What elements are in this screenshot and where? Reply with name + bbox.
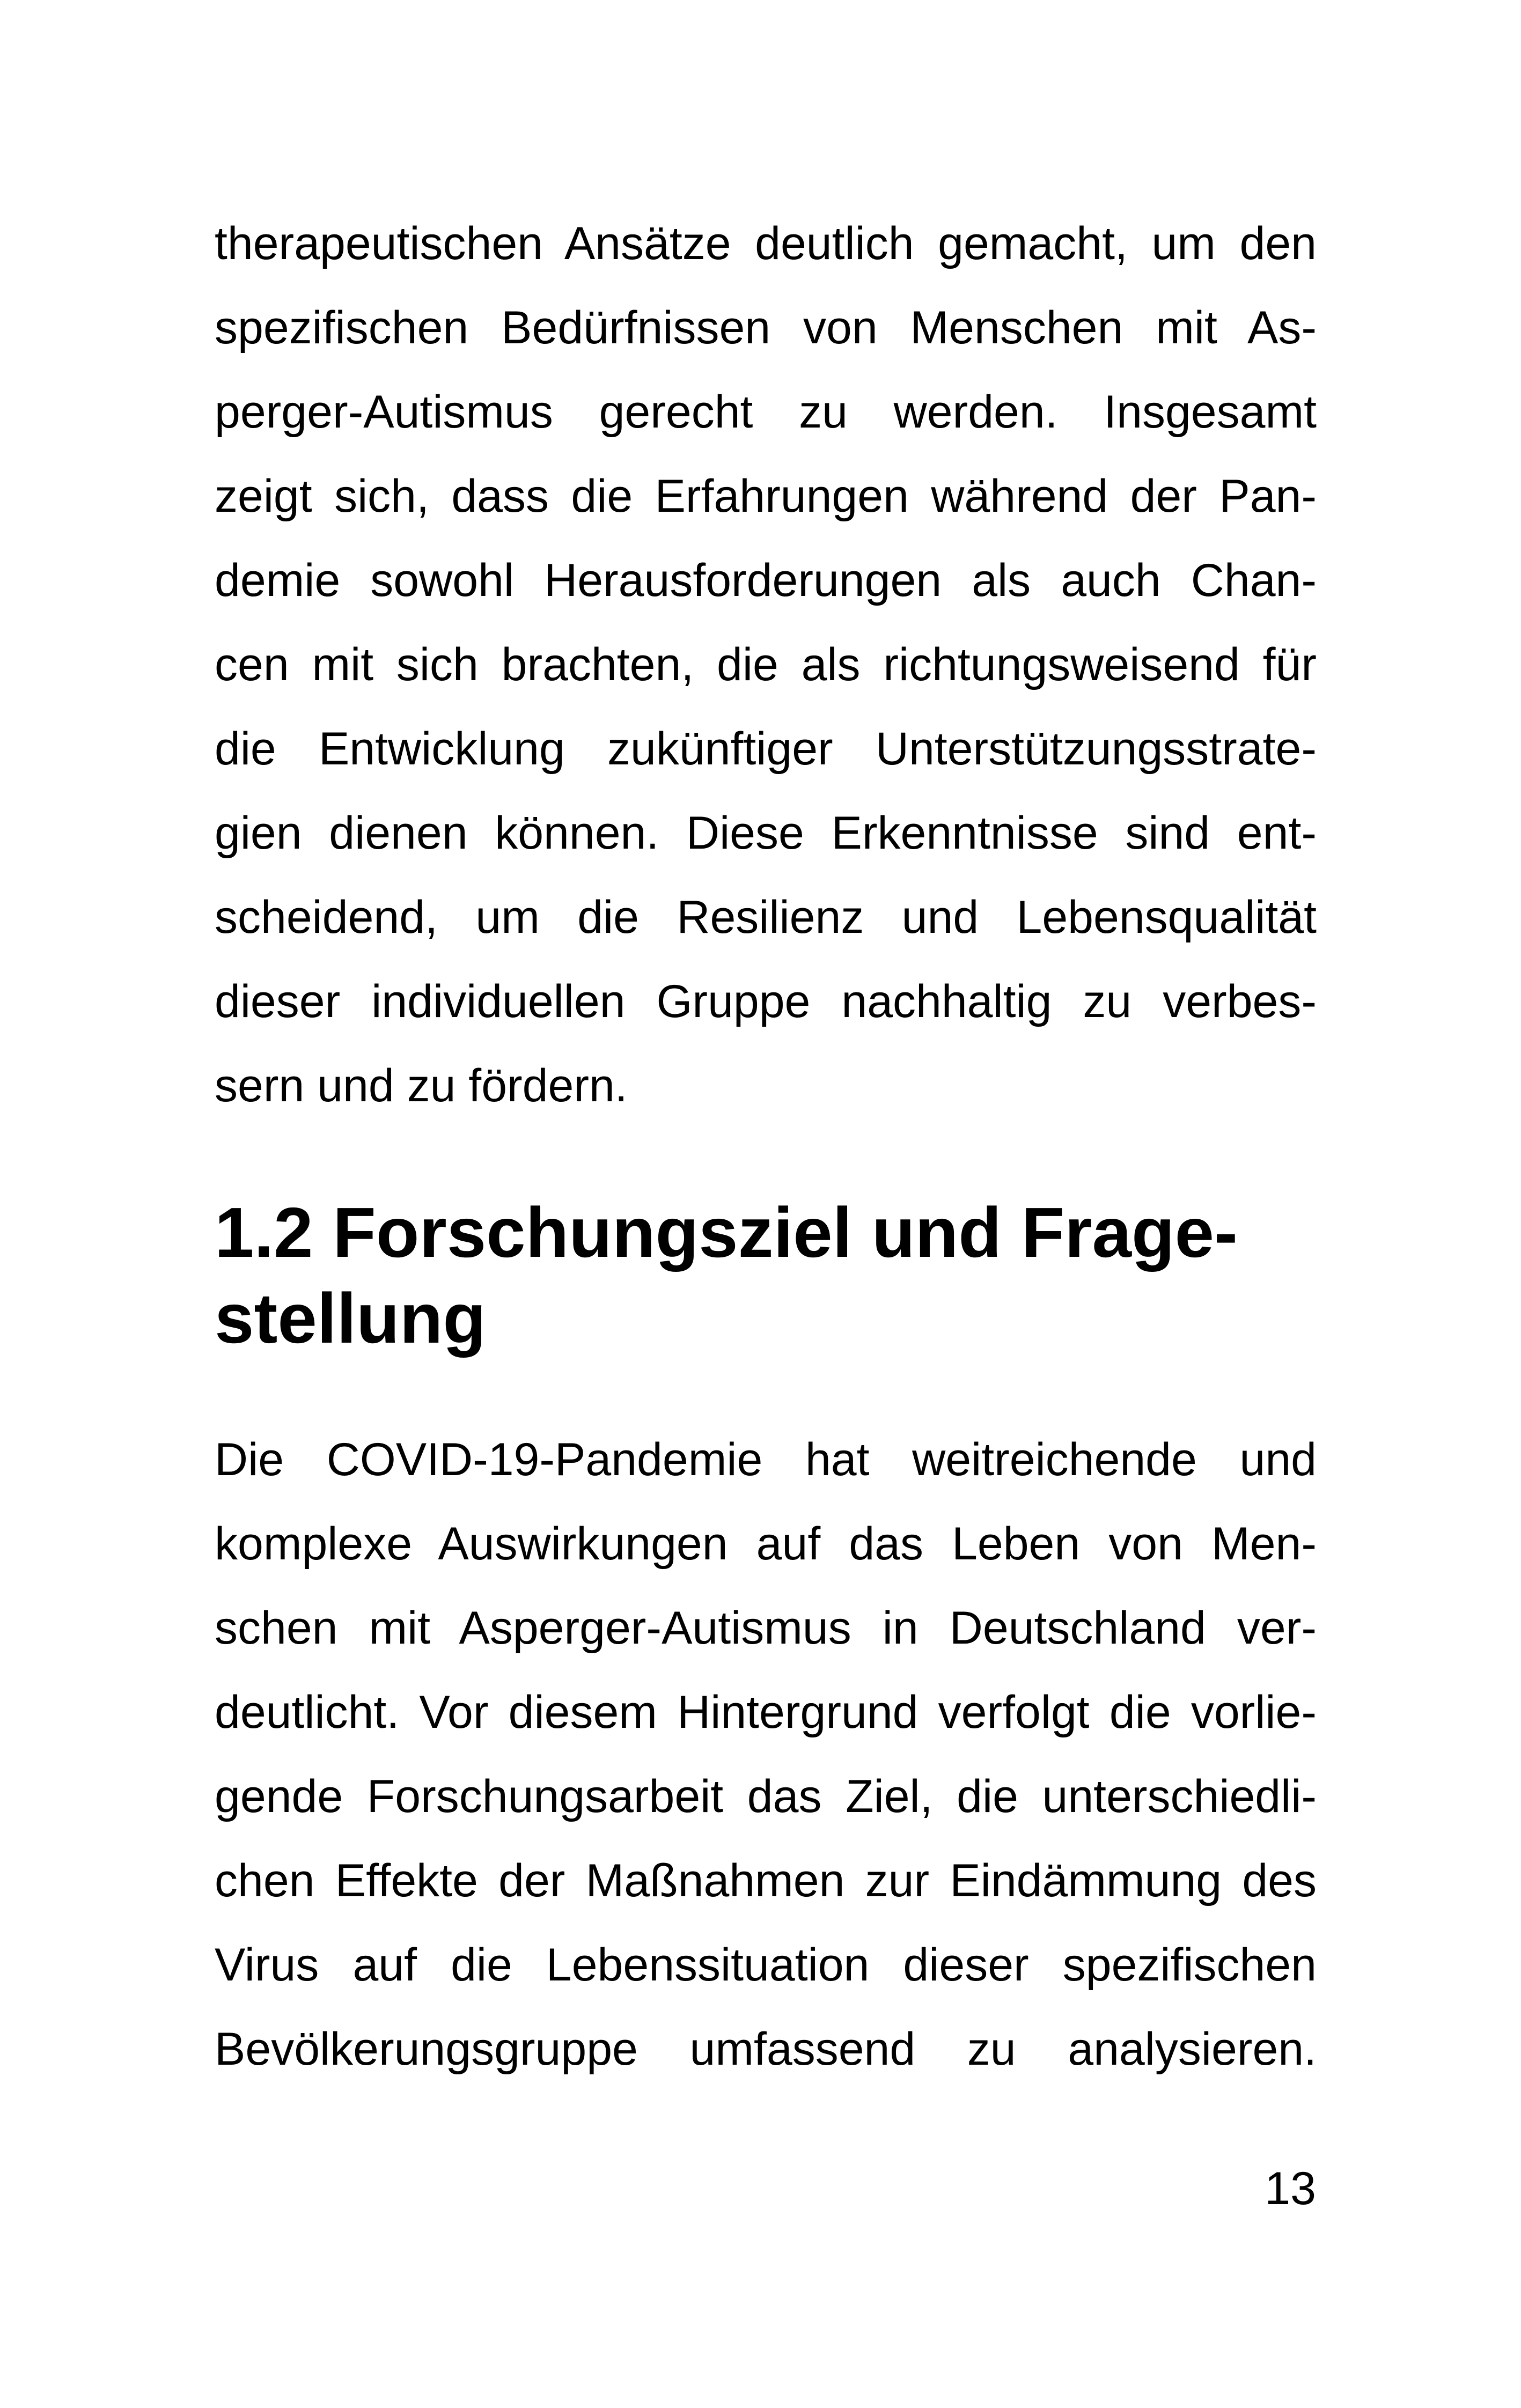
text-line: die Entwicklung zukünftiger Unterstützungsstrate- — [215, 723, 1317, 775]
paragraph-continuation — [215, 202, 1317, 1128]
text-line: dieser individuellen Gruppe nachhaltig zu verbes- — [215, 976, 1317, 1027]
section-heading-line-2: stellung — [215, 1279, 487, 1358]
page-number: 13 — [1265, 2163, 1316, 2214]
text-line: deutlicht. Vor diesem Hintergrund verfolgt die vorlie- — [215, 1687, 1317, 1738]
text-line: schen mit Asperger-Autismus in Deutschland ver- — [215, 1602, 1317, 1654]
text-line: spezifischen Bedürfnissen von Menschen mit As- — [215, 302, 1317, 354]
text-line: zeigt sich, dass die Erfahrungen während der Pan- — [215, 470, 1317, 522]
text-line: chen Effekte der Maßnahmen zur Eindämmung des — [215, 1855, 1317, 1906]
text-line: scheidend, um die Resilienz und Lebensqualität — [215, 892, 1317, 943]
text-line: Bevölkerungsgruppe umfassend zu analysieren. — [215, 2023, 1317, 2075]
text-line: perger-Autismus gerecht zu werden. Insgesamt — [215, 386, 1317, 438]
section-heading-line-1: 1.2 Forschungsziel und Frage- — [215, 1193, 1238, 1272]
text-line: therapeutischen Ansätze deutlich gemacht, um den — [215, 218, 1317, 269]
paragraph-intro — [215, 1418, 1317, 2092]
text-line: cen mit sich brachten, die als richtungsweisend für — [215, 639, 1317, 690]
text-line-last: sern und zu fördern. — [215, 1060, 628, 1111]
text-line: gien dienen können. Diese Erkenntnisse sind ent- — [215, 807, 1317, 859]
text-line: komplexe Auswirkungen auf das Leben von Men- — [215, 1518, 1317, 1570]
text-line: Virus auf die Lebenssituation dieser spezifischen — [215, 1939, 1317, 1991]
text-line: Die COVID-19-Pandemie hat weitreichende und — [215, 1434, 1317, 1485]
text-line: demie sowohl Herausforderungen als auch Chan- — [215, 555, 1317, 606]
section-heading — [215, 1190, 1341, 1361]
text-line: gende Forschungsarbeit das Ziel, die unterschiedli- — [215, 1771, 1317, 1822]
